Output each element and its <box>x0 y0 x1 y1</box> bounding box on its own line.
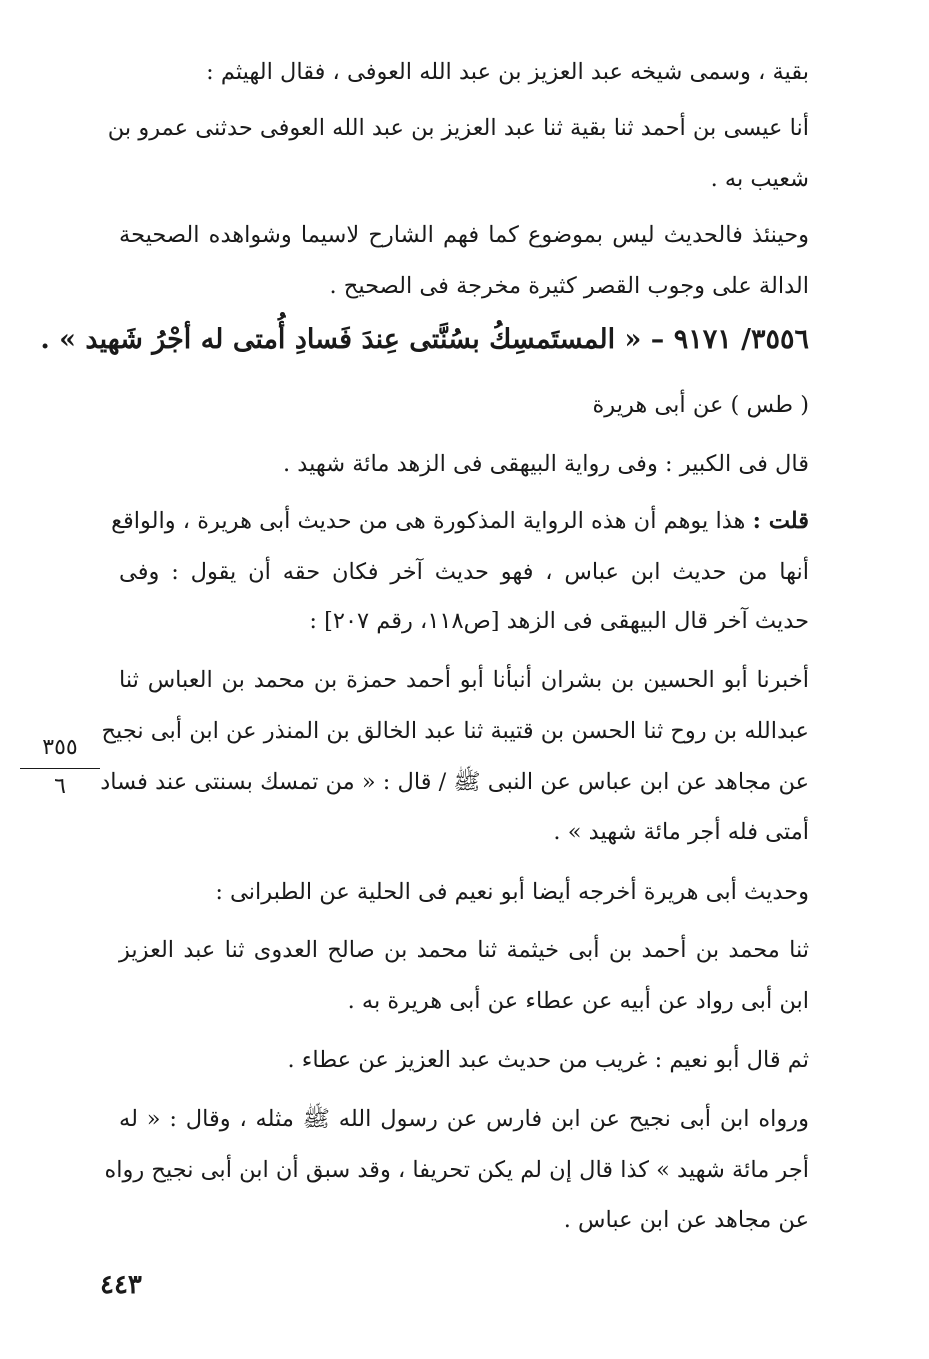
text-line-13: عبدالله بن روح ثنا الحسن بن قتيبة ثنا عبد الخالق بن المنذر عن ابن أبى نجيح <box>101 718 809 744</box>
hadith-source: ( طس ) عن أبى هريرة <box>592 392 809 418</box>
margin-reference <box>20 734 100 801</box>
text-line-18: ابن أبى رواد عن أبيه عن عطاء عن أبى هريرة به . <box>347 988 809 1014</box>
text-line-15: أمتى فله أجر مائة شهيد » . <box>553 819 809 845</box>
margin-divider <box>20 768 100 769</box>
margin-volume-number: ٣٥٥ <box>42 735 78 760</box>
text-line-16: وحديث أبى هريرة أخرجه أيضا أبو نعيم فى الحلية عن الطبرانى : <box>215 879 809 905</box>
text-line-12: أخبرنا أبو الحسين بن بشران أنبأنا أبو أحمد حمزة بن محمد بن العباس ثنا <box>119 667 809 693</box>
text-line-22: عن مجاهد عن ابن عباس . <box>563 1207 809 1233</box>
text-line-3: شعيب به . <box>710 166 809 192</box>
page-number: ٤٤٣ <box>100 1270 142 1300</box>
hadith-heading: ٣٥٥٦/ ٩١٧١ – « المستَمسِكُ بسُنَّتى عِندَ فَسادِ أُمتى له أجْرُ شَهيد » . <box>40 324 809 355</box>
text-line-11: حديث آخر قال البيهقى فى الزهد [ص١١٨، رقم ٢٠٧] : <box>309 608 809 634</box>
qult-text: هذا يوهم أن هذه الرواية المذكورة هى من حديث أبى هريرة ، والواقع <box>111 508 746 534</box>
text-line-21: أجر مائة شهيد » كذا قال إن لم يكن تحريفا ، وقد سبق أن ابن أبى نجيح رواه <box>104 1157 809 1183</box>
margin-page-number: ٦ <box>54 774 66 799</box>
text-line-8: قال فى الكبير : وفى رواية البيهقى فى الزهد مائة شهيد . <box>282 451 809 477</box>
text-line-10: أنها من حديث ابن عباس ، فهو حديث آخر فكان حقه أن يقول : وفى <box>119 559 809 585</box>
text-line-19: ثم قال أبو نعيم : غريب من حديث عبد العزيز عن عطاء . <box>287 1047 809 1073</box>
text-line-14: عن مجاهد عن ابن عباس عن النبى ﷺ / قال : « من تمسك بسنتى عند فساد <box>100 769 809 795</box>
text-line-2: أنا عيسى بن أحمد ثنا بقية ثنا عبد العزيز بن عبد الله العوفى حدثنى عمرو بن <box>107 115 809 141</box>
text-line-4: وحينئذ فالحديث ليس بموضوع كما فهم الشارح لاسيما وشواهده الصحيحة <box>119 222 809 248</box>
text-line-20: ورواه ابن أبى نجيح عن ابن فارس عن رسول الله ﷺ مثله ، وقال : « له <box>119 1106 809 1132</box>
qult-paragraph-line <box>111 506 809 536</box>
qult-label: قلت : <box>752 508 809 534</box>
text-line-1: بقية ، وسمى شيخه عبد العزيز بن عبد الله العوفى ، فقال الهيثم : <box>206 59 809 85</box>
text-line-17: ثنا محمد بن أحمد بن أبى خيثمة ثنا محمد بن صالح العدوى ثنا عبد العزيز <box>119 937 809 963</box>
text-line-5: الدالة على وجوب القصر كثيرة مخرجة فى الصحيح . <box>329 273 809 299</box>
